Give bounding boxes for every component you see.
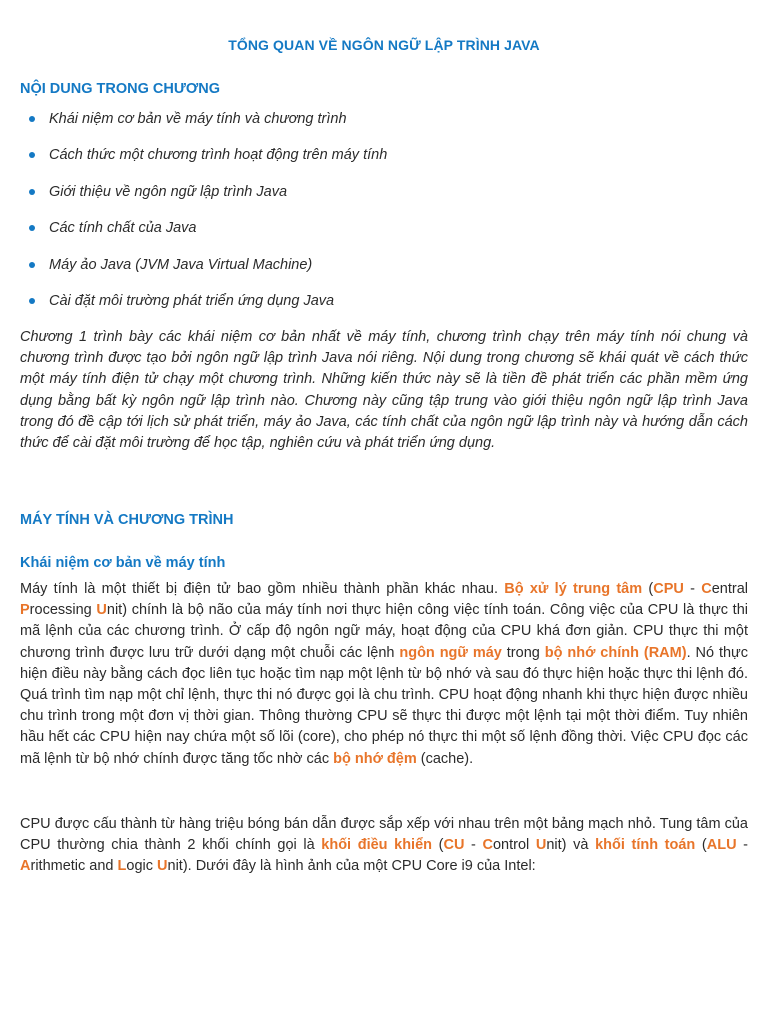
contents-heading: NỘI DUNG TRONG CHƯƠNG: [20, 81, 221, 97]
list-item: Giới thiệu về ngôn ngữ lập trình Java: [29, 183, 387, 219]
bullet-dot-icon: [29, 262, 35, 268]
list-item: Cài đặt môi trường phát triển ứng dụng Java: [29, 292, 387, 328]
bullet-dot-icon: [29, 116, 35, 122]
contents-list: [29, 110, 387, 328]
term-alu: khối tính toán: [595, 837, 696, 854]
abbr-alu: ALU: [706, 837, 737, 854]
bullet-dot-icon: [29, 225, 35, 231]
body-paragraph-cpu: Máy tính là một thiết bị điện tử bao gồm nhiều thành phần khác nhau. Bộ xử lý trung tâm (CPU - Central Processing Unit) chính là bộ não của máy tính nơi thực hiện công việc tính toán. Công việc của CPU là thực thi mã lệnh của các chương trình. Ở cấp độ ngôn ngữ máy, hoạt động của CPU khá đơn giản. CPU thực thi một chương trình được lưu trữ dưới dạng một chuỗi các lệnh ngôn ngữ máy trong bộ nhớ chính (RAM). Nó thực hiện điều này bằng cách đọc liên tục hoặc tìm nạp một lệnh từ bộ nhớ và sau đó thực hiện hoặc thực thi lệnh đó. Quá trình tìm nạp một chỉ lệnh, thực thi nó được gọi là chu trình. CPU hoạt động nhanh khi thực hiện được nhiều chu trình trong một đơn vị thời gian. Thông thường CPU sẽ thực thi được một lệnh tại một thời điểm. Tuy nhiên hầu hết các CPU hiện nay chứa một số lõi (core), cho phép nó thực thi một số lệnh đồng thời. Việc CPU đọc các mã lệnh từ bộ nhớ chính được tăng tốc nhờ các bộ nhớ đệm (cache).: [20, 581, 749, 767]
body-paragraph-cpu-structure: CPU được cấu thành từ hàng triệu bóng bán dẫn được sắp xếp với nhau trên một bảng mạch nhỏ. Tung tâm của CPU thường chia thành 2 khối chính gọi là khối điều khiển (CU - Control Unit) và khối tính toán (ALU - Arithmetic and Logic Unit). Dưới đây là hình ảnh của một CPU Core i9 của Intel:: [20, 816, 749, 875]
list-item: Khái niệm cơ bản về máy tính và chương trình: [29, 110, 387, 146]
abbr-cpu: CPU: [653, 581, 684, 597]
subsection-heading: Khái niệm cơ bản về máy tính: [20, 555, 226, 571]
bullet-dot-icon: [29, 298, 35, 304]
term-ram: bộ nhớ chính (RAM): [544, 644, 687, 661]
bullet-dot-icon: [29, 152, 35, 158]
list-item: Các tính chất của Java: [29, 219, 387, 255]
term-cpu: Bộ xử lý trung tâm: [504, 581, 643, 597]
abbr-cu: CU: [443, 837, 465, 854]
chapter-title: TỔNG QUAN VỀ NGÔN NGỮ LẬP TRÌNH JAVA: [228, 37, 540, 53]
term-machine-language: ngôn ngữ máy: [399, 644, 502, 661]
intro-paragraph: Chương 1 trình bày các khái niệm cơ bản nhất về máy tính, chương trình chạy trên máy tính nói chung và chương trình được tạo bởi ngôn ngữ lập trình Java nói riêng. Nội dung trong chương sẽ khái quát về cách thức một máy tính điện tử chạy một chương trình. Những kiến thức này sẽ là tiền đề phát triển các phần mềm ứng dụng bằng bất kỳ ngôn ngữ lập trình nào. Chương này cũng tập trung vào giới thiệu ngôn ngữ lập trình Java trong đó đề cập tới lịch sử phát triển, máy ảo Java, các tính chất của ngôn ngữ lập trình này và hướng dẫn cách thức để cài đặt môi trường để học tập, nghiên cứu và phát triển ứng dụng.: [20, 329, 748, 452]
bullet-dot-icon: [29, 189, 35, 195]
list-item: Cách thức một chương trình hoạt động trên máy tính: [29, 146, 387, 182]
term-cache: bộ nhớ đệm: [333, 750, 417, 767]
section-heading-computers-programs: MÁY TÍNH VÀ CHƯƠNG TRÌNH: [20, 512, 234, 528]
list-item: Máy ảo Java (JVM Java Virtual Machine): [29, 256, 387, 292]
term-control-unit: khối điều khiển: [321, 837, 433, 854]
